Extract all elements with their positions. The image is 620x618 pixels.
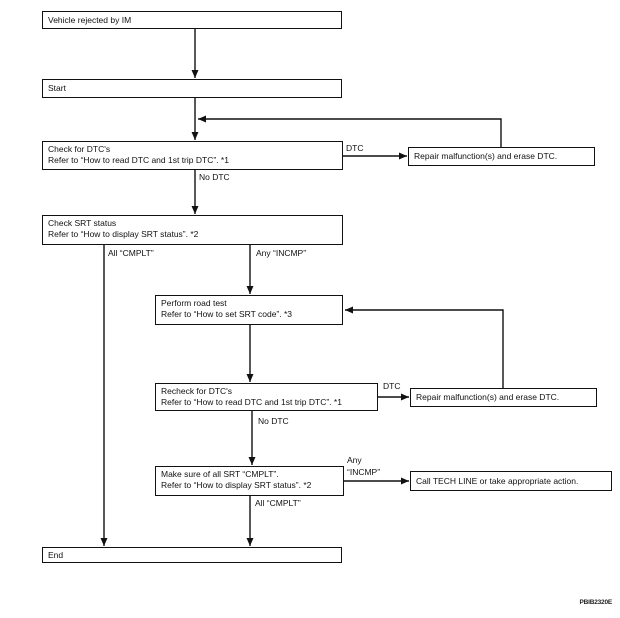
node-check-srt-status-line1: Check SRT status [48,218,117,228]
edge-label-any-incmp-1: Any “INCMP” [256,248,307,258]
node-make-sure-srt-cmplt-line1: Make sure of all SRT “CMPLT”. [161,469,279,479]
edge-label-any-2-line2: “INCMP” [347,467,381,477]
node-perform-road-test [155,295,343,325]
node-repair-erase-dtc-2 [410,388,597,407]
edge-label-dtc-1: DTC [346,143,364,153]
node-check-srt-status-line2: Refer to “How to display SRT status”. *2 [48,229,199,239]
node-call-tech-line [410,471,612,491]
node-call-tech-line-text: Call TECH LINE or take appropriate action. [416,475,579,486]
edge-feedback-repair2 [345,310,503,388]
node-recheck-dtc-line2: Refer to “How to read DTC and 1st trip DTC”. *1 [161,397,342,407]
edge-label-any-2-line1: Any [347,455,362,465]
node-end-text: End [48,549,64,560]
node-perform-road-test-line2: Refer to “How to set SRT code”. *3 [161,309,293,319]
node-make-sure-srt-cmplt-line2: Refer to “How to display SRT status”. *2 [161,480,312,490]
node-check-dtc-line2: Refer to “How to read DTC and 1st trip DTC”. *1 [48,155,229,165]
node-recheck-dtc-line1: Recheck for DTC's [161,386,233,396]
node-repair-erase-dtc-2-text: Repair malfunction(s) and erase DTC. [416,392,560,402]
node-make-sure-srt-cmplt [155,466,344,496]
edge-label-no-dtc-1: No DTC [199,172,230,182]
figure-code: PBIB2320E [579,599,612,606]
node-vehicle-rejected [42,11,342,29]
node-repair-erase-dtc-1-text: Repair malfunction(s) and erase DTC. [414,151,558,161]
node-perform-road-test-line1: Perform road test [161,298,227,308]
node-start-text: Start [48,83,66,93]
edge-label-all-cmplt-1: All “CMPLT” [108,248,154,258]
node-check-srt-status [42,215,343,245]
node-check-dtc-line1: Check for DTC's [48,144,111,154]
node-end [42,547,342,563]
node-vehicle-rejected-text: Vehicle rejected by IM [48,14,132,25]
edge-label-dtc-2: DTC [383,381,401,391]
node-recheck-dtc [155,383,378,411]
edge-label-no-dtc-2: No DTC [258,416,289,426]
node-repair-erase-dtc-1 [408,147,595,166]
edge-label-all-cmplt-2: All “CMPLT” [255,498,301,508]
node-check-dtc [42,141,343,170]
node-start [42,79,342,98]
